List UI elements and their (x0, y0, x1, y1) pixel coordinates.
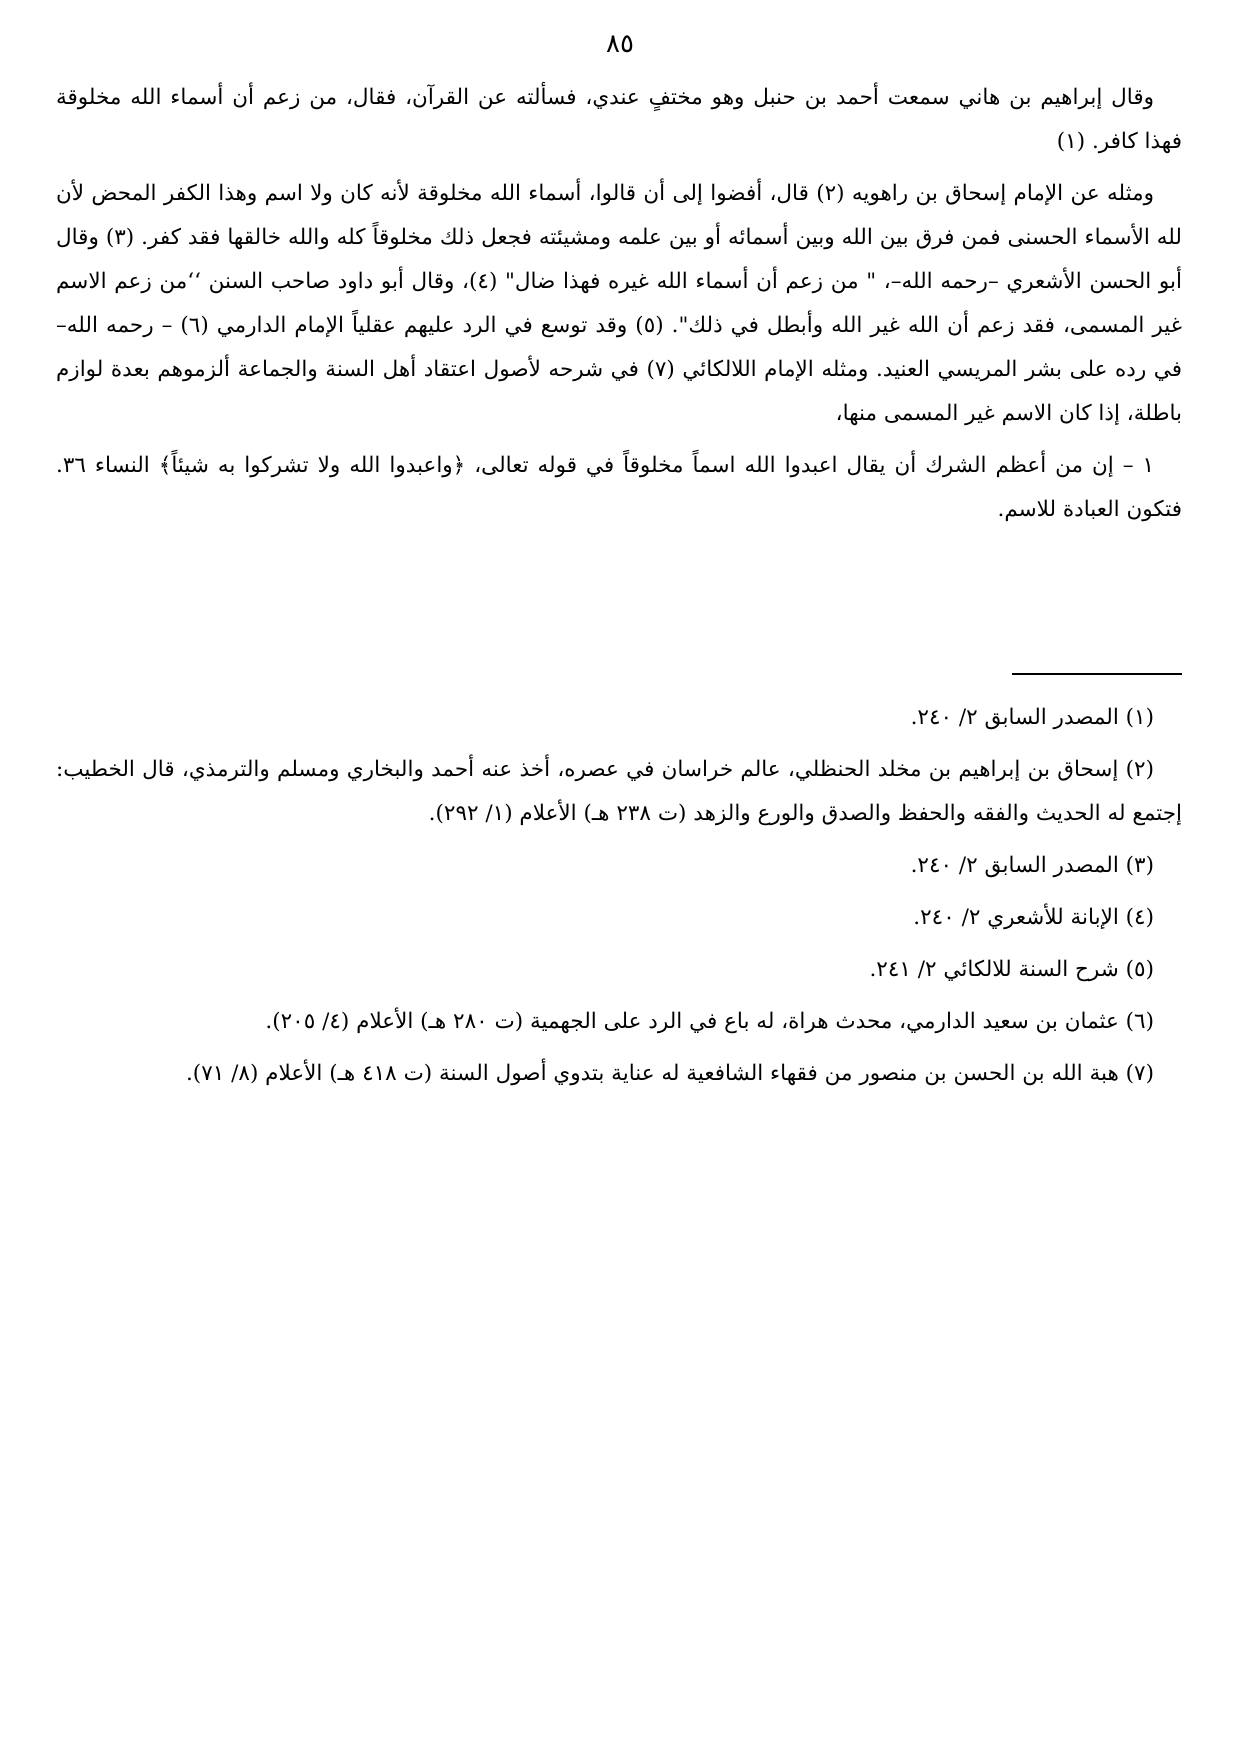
footnote: (٣) المصدر السابق ٢/ ٢٤٠. (910, 853, 1154, 878)
footnote-separator (1012, 673, 1182, 675)
footnote: (٤) الإبانة للأشعري ٢/ ٢٤٠. (913, 905, 1154, 930)
footnote: (٥) شرح السنة للالكائي ٢/ ٢٤١. (869, 957, 1154, 982)
footnote: (٢) إسحاق بن إبراهيم بن مخلد الحنظلي، عالم خراسان في عصره، أخذ عنه أحمد والبخاري ومسلم والترمذي، قال الخطيب: إجتمع له الحديث والفقه والحفظ والصدق والورع والزهد (ت ٢٣٨ هـ) الأعلام (١/ ٢٩٢). (56, 757, 1182, 826)
paragraph: ١ – إن من أعظم الشرك أن يقال اعبدوا الله اسماً مخلوقاً في قوله تعالى، ﴿واعبدوا الله ولا تشركوا به شيئاً﴾ النساء ٣٦. فتكون العبادة للاسم. (56, 453, 1182, 522)
footnote: (٧) هبة الله بن الحسن بن منصور من فقهاء الشافعية له عناية بتدوي أصول السنة (ت ٤١٨ هـ) الأعلام (٨/ ٧١). (185, 1061, 1154, 1086)
main-text (56, 76, 1182, 540)
paragraph: ومثله عن الإمام إسحاق بن راهويه (٢) قال، أفضوا إلى أن قالوا، أسماء الله مخلوقة لأنه كان ولا اسم وهذا الكفر المحض لأن لله الأسماء الحسنى فمن فرق بين الله وبين أسمائه أو بين علمه ومشيئته فجعل ذلك مخلوقاً كله والله خالقها فقد كفر. (٣) وقال أبو الحسن الأشعري –رحمه الله–، " من زعم أن أسماء الله غيره فهذا ضال" (٤)، وقال أبو داود صاحب السنن ‘‘من زعم الاسم غير المسمى، فقد زعم أن الله غير الله وأبطل في ذلك". (٥) وقد توسع في الرد عليهم عقلياً الإمام الدارمي (٦) – رحمه الله– في رده على بشر المريسي العنيد. ومثله الإمام اللالكائي (٧) في شرحه لأصول اعتقاد أهل السنة والجماعة ألزموهم بعدة لوازم باطلة، إذا كان الاسم غير المسمى منها، (56, 181, 1182, 426)
footnote: (١) المصدر السابق ٢/ ٢٤٠. (910, 705, 1154, 730)
footnote: (٦) عثمان بن سعيد الدارمي، محدث هراة، له باع في الرد على الجهمية (ت ٢٨٠ هـ) الأعلام (٤/ ٢٠٥). (265, 1009, 1154, 1034)
footnotes (56, 696, 1182, 1104)
paragraph: وقال إبراهيم بن هاني سمعت أحمد بن حنبل وهو مختفٍ عندي، فسألته عن القرآن، فقال، من زعم أن أسماء الله مخلوقة فهذا كافر. (١) (56, 85, 1182, 154)
page-number: ٨٥ (606, 29, 634, 59)
